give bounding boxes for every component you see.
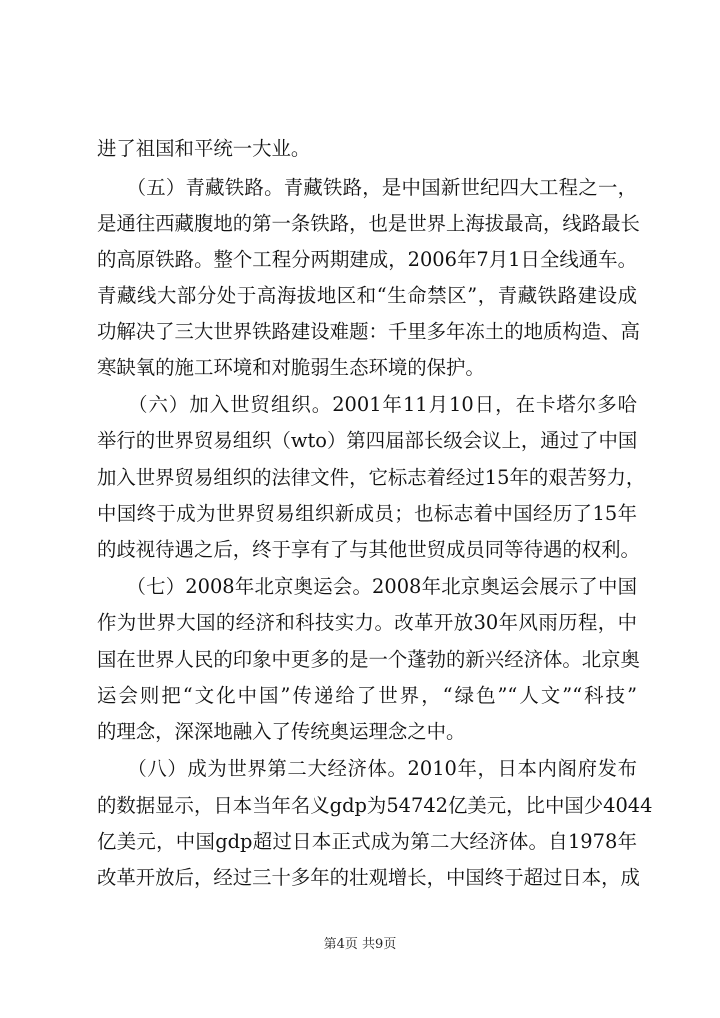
text-line: 进了祖国和平统一大业。 <box>97 137 311 160</box>
text-line: 的歧视待遇之后，终于享有了与其他世贸成员同等待遇的权利。 <box>97 538 640 561</box>
text-line: 青藏线大部分处于高海拔地区和“生命禁区”，青藏铁路建设成 <box>97 284 637 307</box>
text-line: 举行的世界贸易组织（wto）第四届部长级会议上，通过了中国 <box>97 429 638 452</box>
text-line: 中国终于成为世界贸易组织新成员；也标志着中国经历了15年 <box>97 502 637 525</box>
text-line: 的数据显示，日本当年名义gdp为54742亿美元，比中国少4044 <box>97 794 653 817</box>
text-line: （六）加入世贸组织。2001年11月10日，在卡塔尔多哈 <box>97 393 637 416</box>
text-line: 功解决了三大世界铁路建设难题：千里多年冻土的地质构造、高 <box>97 320 640 343</box>
text-line: （七）2008年北京奥运会。2008年北京奥运会展示了中国 <box>97 575 637 598</box>
text-line: 是通往西藏腹地的第一条铁路，也是世界上海拔最高，线路最长 <box>97 212 640 235</box>
text-line: 的高原铁路。整个工程分两期建成，2006年7月1日全线通车。 <box>97 248 637 271</box>
text-line: 改革开放后，经过三十多年的壮观增长，中国终于超过日本，成 <box>97 866 640 889</box>
text-line: 运会则把“文化中国”传递给了世界，“绿色”“人文”“科技” <box>97 684 637 707</box>
text-line: （五）青藏铁路。青藏铁路，是中国新世纪四大工程之一， <box>97 176 637 199</box>
text-line: 的理念，深深地融入了传统奥运理念之中。 <box>97 720 466 743</box>
text-line: 寒缺氧的施工环境和对脆弱生态环境的保护。 <box>97 356 485 379</box>
text-line: 作为世界大国的经济和科技实力。改革开放30年风雨历程，中 <box>97 611 637 634</box>
text-line: （八）成为世界第二大经济体。2010年，日本内阁府发布 <box>97 757 637 780</box>
text-line: 加入世界贸易组织的法律文件，它标志着经过15年的艰苦努力， <box>97 466 646 489</box>
page-footer: 第4页 共9页 <box>323 937 397 952</box>
text-line: 亿美元，中国gdp超过日本正式成为第二大经济体。自1978年 <box>97 830 637 853</box>
text-line: 国在世界人民的印象中更多的是一个蓬勃的新兴经济体。北京奥 <box>97 648 640 671</box>
